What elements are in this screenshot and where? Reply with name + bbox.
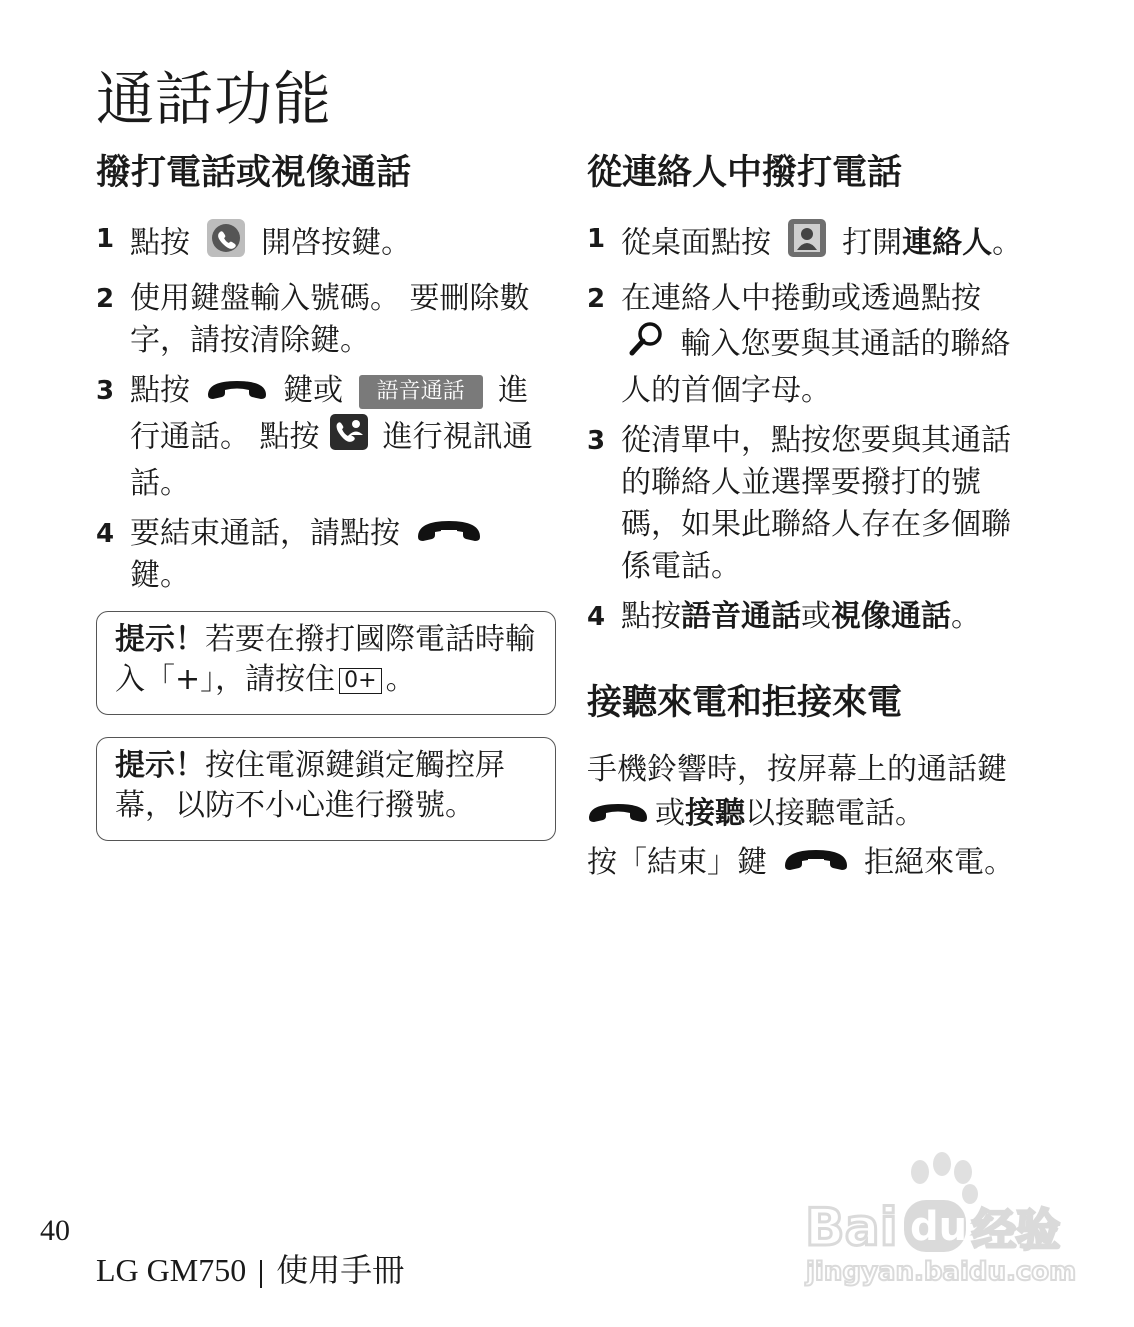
call-key-icon — [206, 371, 268, 413]
step-text: 鍵或 — [283, 373, 344, 408]
step-text: 輸入您要與其通話的聯絡人的首個字母。 — [621, 326, 1011, 408]
section-heading-dial: 撥打電話或視像通話 — [96, 153, 412, 193]
step-item — [587, 420, 1037, 588]
left-column — [96, 148, 556, 841]
baidu-watermark-logo — [800, 1150, 1100, 1290]
step-text: 點按 — [621, 599, 681, 634]
step-item — [96, 370, 556, 505]
svg-text:经验: 经验 — [972, 1205, 1060, 1256]
footer-model: LG GM750 — [96, 1252, 247, 1288]
step-item — [96, 278, 556, 362]
svg-text:Bai: Bai — [805, 1198, 898, 1258]
step-text: 點按 — [130, 373, 190, 408]
step-item — [96, 218, 556, 270]
phone-app-icon — [206, 218, 246, 270]
step-text: 打開 — [842, 225, 903, 261]
step-text: 進行視訊通話。 — [130, 419, 533, 501]
step-text-bold: 連絡人 — [902, 225, 993, 261]
step-number: 2 — [96, 284, 115, 314]
contact-steps — [587, 218, 1037, 638]
call-key-icon — [587, 793, 649, 837]
tip-label: 提示！ — [115, 622, 205, 657]
step-number: 3 — [96, 376, 115, 406]
svg-text:du: du — [910, 1204, 968, 1250]
section-heading-answer: 接聽來電和拒接來電 — [587, 683, 903, 723]
footer-separator — [260, 1260, 262, 1288]
para-text: 按「結束」鍵 — [587, 844, 767, 880]
step-text: 使用鍵盤輸入號碼。 要刪除數字，請按清除鍵。 — [130, 281, 530, 358]
step-number: 4 — [587, 602, 606, 632]
tip-text: 若要在撥打國際電話時輸入「+」，請按住 — [115, 622, 535, 697]
step-item — [96, 513, 556, 598]
step-item — [587, 218, 1037, 270]
step-text: 進行通話。 點按 — [130, 373, 529, 454]
section-heading-contacts: 從連絡人中撥打電話 — [587, 153, 903, 193]
page-number: 40 — [40, 1214, 70, 1247]
search-icon — [627, 320, 665, 370]
para-text-bold: 接聽 — [685, 796, 745, 831]
step-text: 開啓按鍵。 — [261, 225, 412, 261]
voice-call-button: 語音通話 — [359, 375, 483, 409]
zero-plus-key: 0+ — [339, 668, 381, 694]
step-number: 1 — [96, 224, 115, 254]
step-number: 1 — [587, 224, 606, 254]
step-number: 3 — [587, 426, 606, 456]
step-item — [587, 596, 1037, 638]
step-number: 4 — [96, 518, 115, 549]
step-number: 2 — [587, 284, 606, 314]
tip-text: 按住電源鍵鎖定觸控屏幕，以防不小心進行撥號。 — [115, 748, 505, 823]
page-title: 通話功能 — [96, 65, 333, 133]
step-text: 在連絡人中捲動或透過點按 — [621, 281, 981, 316]
para-text: 拒絕來電。 — [864, 844, 1015, 880]
step-text: 從清單中，點按您要與其通話的聯絡人並選擇要撥打的號碼，如果此聯絡人存在多個聯係電話。 — [621, 423, 1011, 584]
video-call-icon — [329, 413, 369, 463]
step-text: 從桌面點按 — [621, 225, 771, 261]
contacts-app-icon — [787, 218, 827, 270]
tip-text: 。 — [385, 662, 416, 697]
tip-box-lock — [96, 737, 556, 841]
step-text: 點按 — [130, 225, 190, 261]
answer-paragraph — [587, 748, 1037, 837]
svg-text:jingyan.baidu.com: jingyan.baidu.com — [806, 1257, 1077, 1287]
tip-label: 提示！ — [115, 748, 205, 783]
step-text-bold: 視像通話 — [831, 599, 951, 634]
step-text: 。 — [951, 599, 981, 634]
para-text: 以接聽電話。 — [745, 796, 925, 831]
step-text: 鍵。 — [130, 558, 190, 593]
end-key-icon — [416, 513, 482, 555]
tip-box-international — [96, 611, 556, 715]
step-text: 或 — [801, 599, 831, 634]
reject-paragraph — [587, 841, 1037, 886]
step-text: 要結束通話，請點按 — [130, 515, 400, 551]
step-text: 。 — [992, 225, 1023, 261]
footer — [96, 1245, 404, 1291]
footer-doc: 使用手冊 — [276, 1252, 405, 1288]
step-text-bold: 語音通話 — [681, 599, 801, 634]
para-text: 手機鈴響時，按屏幕上的通話鍵 — [587, 752, 1007, 787]
step-item — [587, 278, 1037, 412]
dial-steps — [96, 218, 556, 597]
end-key-icon — [783, 841, 849, 885]
para-text: 或 — [655, 796, 685, 831]
right-column — [587, 148, 1037, 889]
answer-reject-section — [587, 678, 1037, 885]
